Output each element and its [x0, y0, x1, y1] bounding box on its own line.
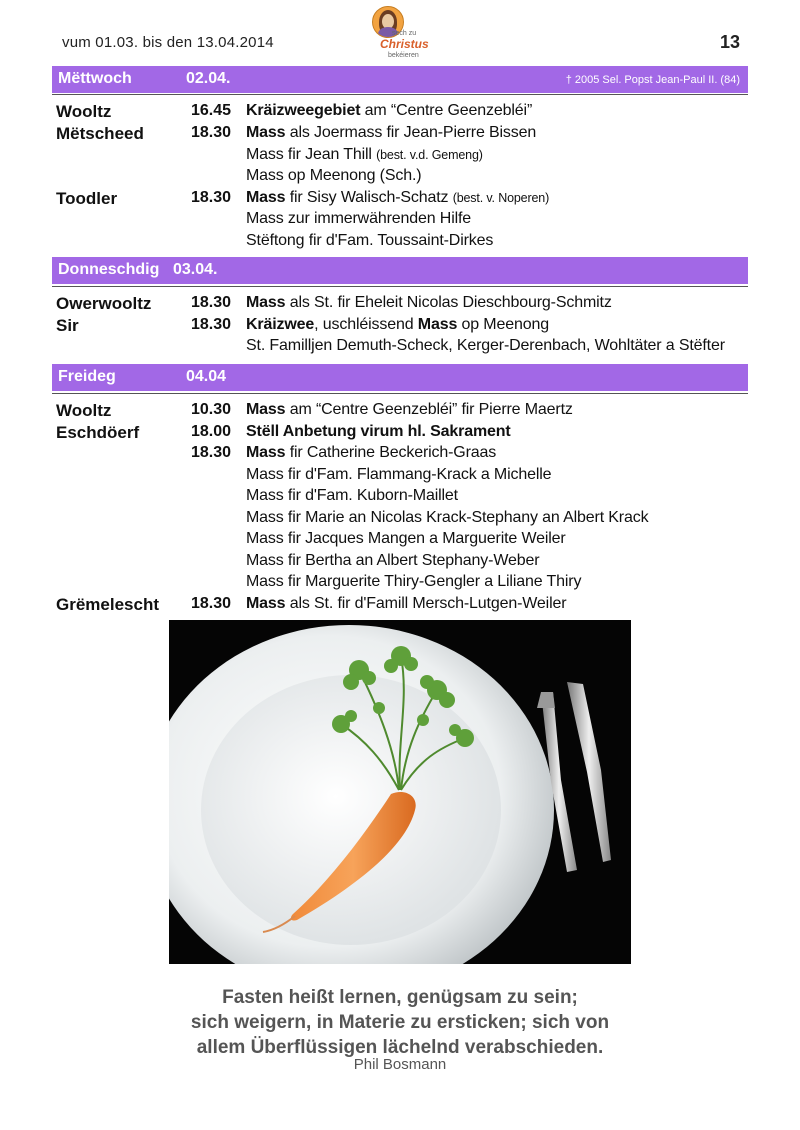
entry-place: Owerwooltz — [56, 294, 152, 313]
entry-description: Stëll Anbetung virum hl. Sakrament — [246, 423, 511, 440]
entry-description: Mass fir d'Fam. Kuborn-Maillet — [246, 487, 458, 504]
quote-author: Phil Bosmann — [353, 1056, 447, 1073]
logo-text-bottom: bekéieren — [388, 52, 419, 59]
entry-time: 18.00 — [191, 423, 232, 440]
entry-time: 10.30 — [191, 401, 232, 418]
day-name: Freideg — [58, 368, 116, 385]
entry-place: Sir — [56, 316, 79, 335]
day-bar-donneschdig — [52, 257, 748, 284]
header-date-range: vum 01.03. bis den 13.04.2014 — [62, 34, 274, 51]
day-date: 02.04. — [186, 70, 231, 87]
entry-time: 18.30 — [191, 124, 232, 141]
entry-time: 18.30 — [191, 444, 232, 461]
day-date: 04.04 — [186, 368, 227, 385]
quote — [100, 985, 700, 1060]
entry-description: Mass fir d'Fam. Flammang-Krack a Michelle — [246, 466, 552, 483]
entry-description: Mass fir Jacques Mangen a Marguerite Weiler — [246, 530, 566, 547]
quote-line: allem Überflüssigen lächelnd verabschieden. — [196, 1037, 604, 1058]
entry-description: Mass zur immerwährenden Hilfe — [246, 210, 472, 227]
entry-description: Mass fir Jean Thill (best. v.d. Gemeng) — [246, 146, 483, 163]
day-bar-freideg — [52, 364, 748, 391]
entry-description: Mass als St. fir d'Famill Mersch-Lutgen-Weiler — [246, 595, 567, 612]
page-number: 13 — [719, 32, 740, 52]
entry-description: Mass fir Bertha an Albert Stephany-Weber — [246, 552, 540, 569]
divider — [52, 94, 748, 95]
quote-line: Fasten heißt lernen, genügsam zu sein; — [222, 987, 578, 1008]
day-note: † 2005 Sel. Popst Jean-Paul II. (84) — [565, 74, 740, 86]
day-name: Donneschdig — [58, 261, 160, 278]
entry-place: Grëmelescht — [56, 595, 159, 614]
carrot-plate-illustration — [169, 620, 631, 964]
entry-description: Mass als Joermass fir Jean-Pierre Bissen — [246, 124, 537, 141]
divider — [52, 286, 748, 287]
entry-description: Stëftong fir d'Fam. Toussaint-Dirkes — [246, 232, 494, 249]
entry-description: Mass fir Sisy Walisch-Schatz (best. v. Noperen) — [246, 189, 550, 206]
carrot-plate-photo — [169, 620, 631, 964]
entry-description: Mass als St. fir Eheleit Nicolas Dieschbourg-Schmitz — [246, 294, 612, 311]
entry-place: Mëtscheed — [56, 124, 144, 143]
day-name: Mëttwoch — [58, 70, 132, 87]
day-bar-mettwoch — [52, 66, 748, 93]
entry-description: Kräizweegebiet am “Centre Geenzebléi” — [246, 102, 533, 119]
entry-place: Wooltz — [56, 102, 112, 121]
logo-text-main: Christus — [380, 37, 429, 51]
entry-description: Mass fir Catherine Beckerich-Graas — [246, 444, 497, 461]
entry-time: 18.30 — [191, 189, 232, 206]
entry-description: Kräizwee, uschléissend Mass op Meenong — [246, 316, 549, 333]
entry-description: Mass am “Centre Geenzebléi” fir Pierre Maertz — [246, 401, 573, 418]
day-date: 03.04. — [173, 261, 218, 278]
entry-place: Wooltz — [56, 401, 112, 420]
entry-time: 18.30 — [191, 595, 232, 612]
entry-time: 16.45 — [191, 102, 232, 119]
quote-line: sich weigern, in Materie zu ersticken; sich von — [190, 1012, 610, 1033]
entry-description: Mass op Meenong (Sch.) — [246, 167, 422, 184]
entry-description: St. Familljen Demuth-Scheck, Kerger-Derenbach, Wohltäter a Stëfter — [246, 337, 725, 354]
entry-description: Mass fir Marie an Nicolas Krack-Stephany an Albert Krack — [246, 509, 649, 526]
entry-time: 18.30 — [191, 316, 232, 333]
entry-place: Eschdöerf — [56, 423, 140, 442]
entry-time: 18.30 — [191, 294, 232, 311]
divider — [52, 393, 748, 394]
entry-description: Mass fir Marguerite Thiry-Gengler a Liliane Thiry — [246, 573, 582, 590]
logo-text-top: sech zu — [392, 30, 417, 37]
entry-place: Toodler — [56, 189, 118, 208]
logo — [364, 6, 429, 66]
